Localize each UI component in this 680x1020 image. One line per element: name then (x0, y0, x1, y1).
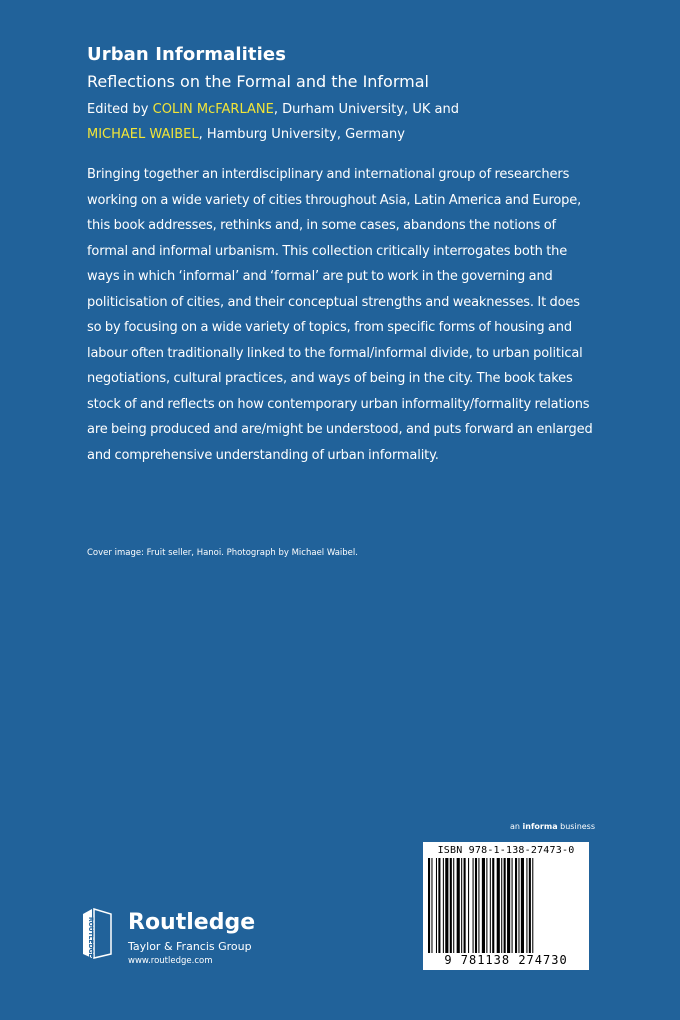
isbn-label: ISBN 978-1-138-27473-0 (437, 845, 575, 856)
editor-1-affiliation: , Durham University, UK and (273, 102, 459, 117)
editor-2-name: MICHAEL WAIBEL (87, 127, 199, 142)
informa-word: informa (522, 822, 558, 831)
book-subtitle: Reflections on the Formal and the Informal (87, 72, 429, 91)
publisher-name: Routledge (128, 910, 256, 935)
isbn-barcode (423, 842, 589, 970)
cover-image-credit: Cover image: Fruit seller, Hanoi. Photograph by Michael Waibel. (87, 548, 358, 558)
logo-vertical-text: ROUTLEDGE (87, 917, 94, 958)
publisher-url: www.routledge.com (128, 956, 213, 966)
book-title: Urban Informalities (87, 44, 287, 65)
editor-line-1 (87, 97, 459, 122)
book-description: Bringing together an interdisciplinary and international group of researchers working on a wide variety of cities throughout Asia, Latin America and Europe, this book addresses, rethinks and, in some cases, abandons the notions of formal and informal urbanism. This collection critically interrogates both the ways in which ‘informal’ and ‘formal’ are put to work in the governing and politicisation of cities, and their conceptual strengths and weaknesses. It does so by focusing on a wide variety of topics, from specific forms of housing and labour often traditionally linked to the formal/informal divide, to urban political negotiations, cultural practices, and ways of being in the city. The book takes stock of and reflects on how contemporary urban informality/formality relations are being produced and are/might be understood, and puts forward an enlarged and comprehensive understanding of urban informality. (87, 167, 593, 463)
informa-suffix: business (557, 822, 596, 831)
informa-prefix: an (510, 822, 523, 831)
editor-line-2 (87, 122, 459, 147)
editor-2-affiliation: , Hamburg University, Germany (198, 127, 405, 142)
editors-block (87, 97, 459, 147)
editor-1-name: COLIN McFARLANE (152, 102, 274, 117)
publisher-group: Taylor & Francis Group (128, 940, 252, 953)
barcode-bars (426, 858, 586, 953)
barcode-digits: 9 781138 274730 (444, 953, 568, 967)
informa-business-tagline (510, 822, 595, 831)
routledge-logo-icon (80, 908, 114, 960)
edited-by-label: Edited by (87, 102, 153, 117)
